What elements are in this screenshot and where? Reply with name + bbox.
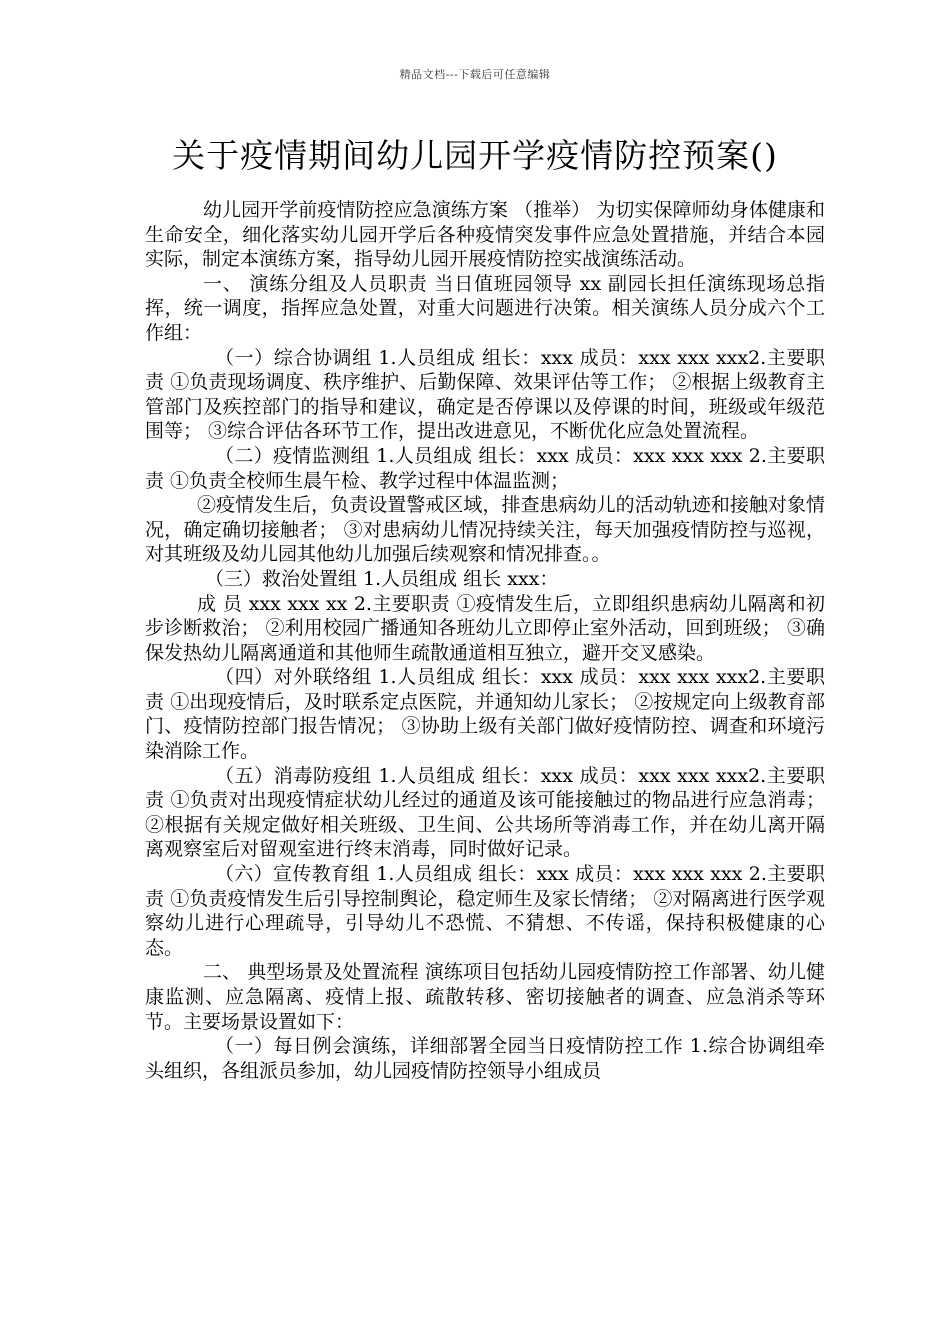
paragraph-group-1: （一）综合协调组 1.人员组成 组长：xxx 成员：xxx xxx xxx2.主要职责 ①负责现场调度、秩序维护、后勤保障、效果评估等工作； ②根据上级教育主管部门及疾控部门的指导和建议，确定是否停课以及停课的时间，班级或年级范围等； ③综合评估各环节工作，提出改进意见，不断优化应急处置流程。 xyxy=(145,346,825,443)
document-body xyxy=(145,198,825,1083)
paragraph-scenario-1: （一）每日例会演练，详细部署全园当日疫情防控工作 1.综合协调组牵头组织，各组派员参加，幼儿园疫情防控领导小组成员 xyxy=(145,1035,825,1082)
paragraph-group-5: （五）消毒防疫组 1.人员组成 组长：xxx 成员：xxx xxx xxx2.主要职责 ①负责对出现疫情症状幼儿经过的通道及该可能接触过的物品进行应急消毒； ②根据有关规定做好相关班级、卫生间、公共场所等消毒工作，并在幼儿离开隔离观察室后对留观室进行终末消毒，同时做好记录。 xyxy=(145,764,825,861)
paragraph-section-two: 二、 典型场景及处置流程 演练项目包括幼儿园疫情防控工作部署、幼儿健康监测、应急隔离、疫情上报、疏散转移、密切接触者的调查、应急消杀等环节。主要场景设置如下： xyxy=(145,961,825,1033)
paragraph-section-one: 一、 演练分组及人员职责 当日值班园领导 xx 副园长担任演练现场总指挥，统一调度，指挥应急处置，对重大问题进行决策。相关演练人员分成六个工作组： xyxy=(145,272,825,344)
paragraph-group-2-continued: ②疫情发生后，负责设置警戒区域，排查患病幼儿的活动轨迹和接触对象情况，确定确切接触者； ③对患病幼儿情况持续关注，每天加强疫情防控与巡视，对其班级及幼儿园其他幼儿加强后续观察和情况排查。。 xyxy=(145,494,825,566)
header-note: 精品文档---下载后可任意编辑 xyxy=(399,68,551,81)
paragraph-group-4: （四）对外联络组 1.人员组成 组长：xxx 成员：xxx xxx xxx2.主要职责 ①出现疫情后，及时联系定点医院，并通知幼儿家长； ②按规定向上级教育部门、疫情防控部门报告情况； ③协助上级有关部门做好疫情防控、调查和环境污染消除工作。 xyxy=(145,666,825,763)
paragraph-group-3: （三）救治处置组 1.人员组成 组长 xxx： xyxy=(205,567,559,590)
paragraph-group-3-continued: 成 员 xxx xxx xx 2.主要职责 ①疫情发生后，立即组织患病幼儿隔离和初步诊断救治； ②利用校园广播通知各班幼儿立即停止室外活动，回到班级； ③确保发热幼儿隔离通道和其他师生疏散通道相互独立，避开交叉感染。 xyxy=(145,592,825,664)
paragraph-group-2: （二）疫情监测组 1.人员组成 组长：xxx 成员：xxx xxx xxx 2.主要职责 ①负责全校师生晨午检、教学过程中体温监测； xyxy=(145,444,825,492)
paragraph-intro: 幼儿园开学前疫情防控应急演练方案 （推举） 为切实保障师幼身体健康和生命安全，细化落实幼儿园开学后各种疫情突发事件应急处置措施，并结合本园实际，制定本演练方案，指导幼儿园开展疫情防控实战演练活动。 xyxy=(145,199,825,271)
paragraph-group-6: （六）宣传教育组 1.人员组成 组长：xxx 成员：xxx xxx xxx 2.主要职责 ①负责疫情发生后引导控制舆论，稳定师生及家长情绪； ②对隔离进行医学观察幼儿进行心理疏导，引导幼儿不恐慌、不猜想、不传谣，保持积极健康的心态。 xyxy=(145,863,825,959)
document-title: 关于疫情期间幼儿园开学疫情防控预案() xyxy=(172,136,778,175)
